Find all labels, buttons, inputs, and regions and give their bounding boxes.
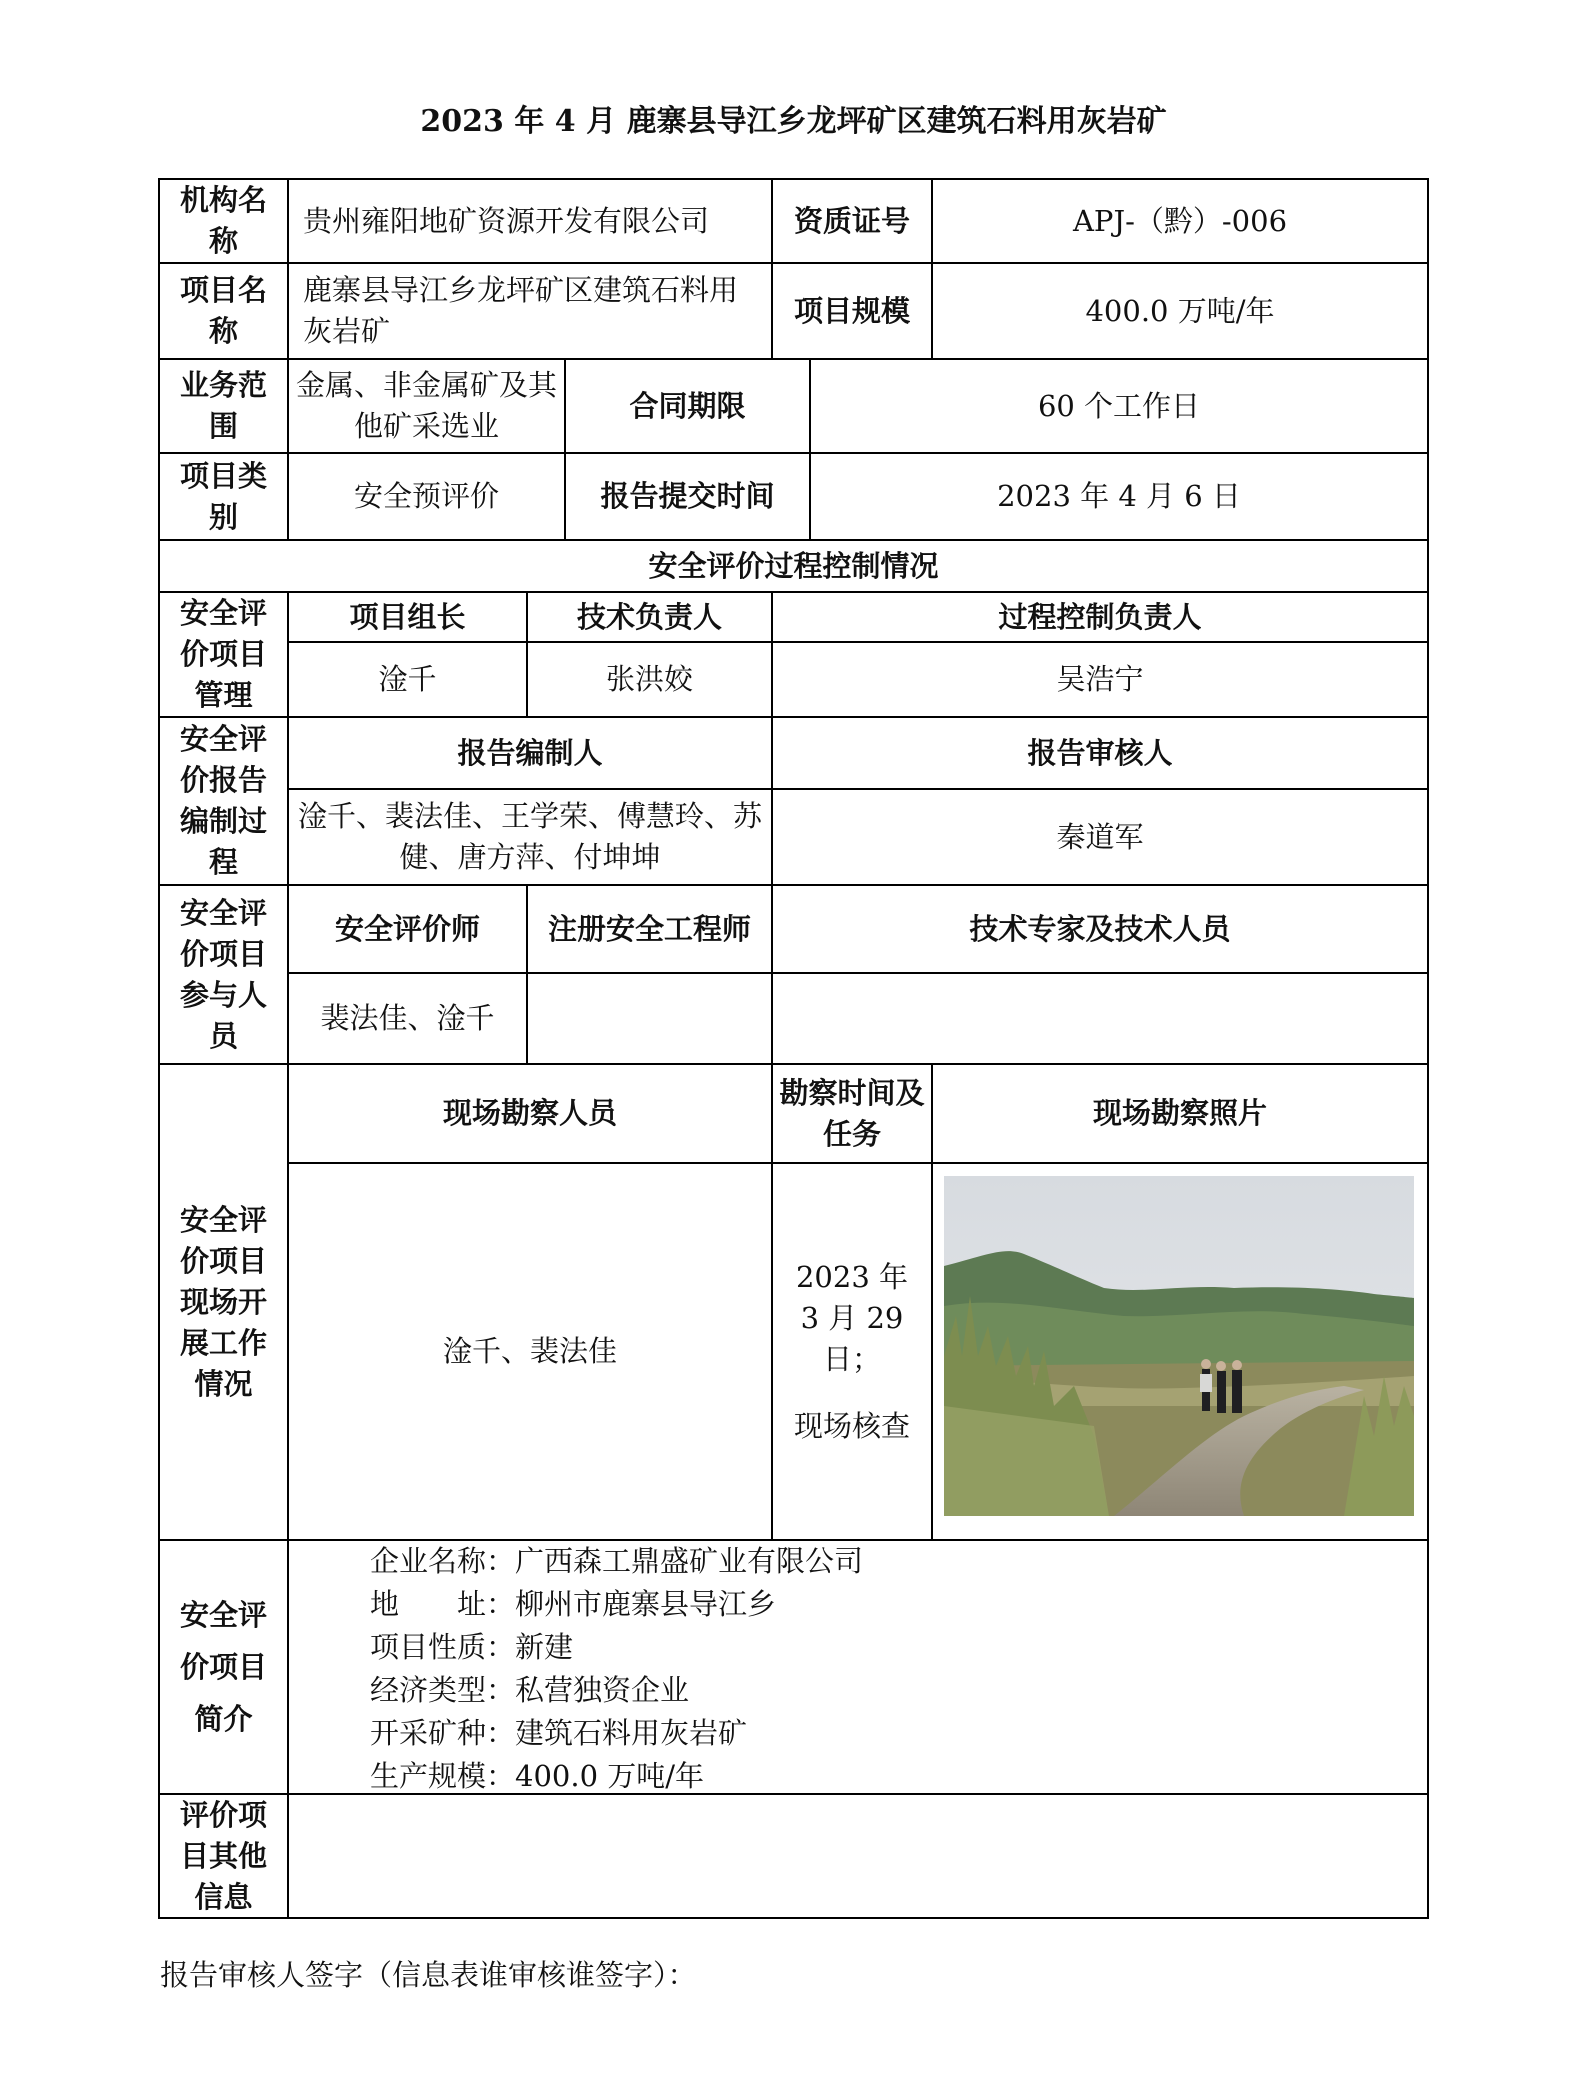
staff-value: 淦千、裴法佳 [287,1162,773,1541]
reviewer-signature-line: 报告审核人签字（信息表谁审核谁签字）： [160,1958,697,1992]
survey-label: 安全评价项目现场开展工作情况 [158,1063,289,1541]
process-heading: 安全评价过程控制情况 [158,539,1429,593]
engineer-label: 注册安全工程师 [526,884,773,974]
leader-label: 项目组长 [287,591,528,643]
org-label: 机构名称 [158,178,289,264]
intro-list [370,1540,863,1798]
engineer-value [526,972,773,1065]
participants-label: 安全评价项目参与人员 [158,884,289,1065]
staff-label: 现场勘察人员 [287,1063,773,1164]
task-value: 现场核查 [793,1408,910,1443]
project-value: 鹿寨县导江乡龙坪矿区建筑石料用灰岩矿 [287,262,773,360]
term-value: 60 个工作日 [809,358,1429,454]
term-label: 合同期限 [564,358,811,454]
category-label: 项目类别 [158,452,289,541]
time-value: 2023 年 3 月 29 日； [795,1259,909,1376]
site-survey-photo [944,1176,1414,1516]
reviewer-value: 秦道军 [771,788,1429,886]
scale-value: 400.0 万吨/年 [931,262,1429,360]
project-label: 项目名称 [158,262,289,360]
cert-label: 资质证号 [771,178,933,264]
reviewer-label: 报告审核人 [771,716,1429,790]
intro-company: 企业名称：广西森工鼎盛矿业有限公司 [370,1544,864,1578]
intro-label: 安全评价项目简介 [158,1539,289,1795]
photo-label: 现场勘察照片 [931,1063,1429,1164]
page-title: 2023 年 4 月 鹿寨县导江乡龙坪矿区建筑石料用灰岩矿 [420,104,1167,139]
intro-address: 地 址：柳州市鹿寨县导江乡 [370,1587,777,1621]
org-value: 贵州雍阳地矿资源开发有限公司 [287,178,773,264]
survey-people [1200,1359,1242,1413]
other-label: 评价项目其他信息 [158,1793,289,1919]
intro-nature: 项目性质：新建 [370,1630,574,1664]
expert-label: 技术专家及技术人员 [771,884,1429,974]
tech-value: 张洪姣 [526,641,773,718]
management-label: 安全评价项目管理 [158,591,289,718]
scope-value: 金属、非金属矿及其他矿采选业 [287,358,566,454]
report-label: 安全评价报告编制过程 [158,716,289,886]
other-value [287,1793,1429,1919]
scale-label: 项目规模 [771,262,933,360]
tech-label: 技术负责人 [526,591,773,643]
time-cell [771,1162,933,1541]
cert-value: APJ-（黔）-006 [931,178,1429,264]
evaluator-label: 安全评价师 [287,884,528,974]
submit-label: 报告提交时间 [564,452,811,541]
control-label: 过程控制负责人 [771,591,1429,643]
category-value: 安全预评价 [287,452,566,541]
leader-value: 淦千 [287,641,528,718]
intro-economy: 经济类型：私营独资企业 [370,1673,690,1707]
intro-capacity: 生产规模：400.0 万吨/年 [370,1759,705,1793]
expert-value [771,972,1429,1065]
intro-mineral: 开采矿种：建筑石料用灰岩矿 [370,1716,748,1750]
writer-value: 淦千、裴法佳、王学荣、傅慧玲、苏健、唐方萍、付坤坤 [287,788,773,886]
writer-label: 报告编制人 [287,716,773,790]
submit-value: 2023 年 4 月 6 日 [809,452,1429,541]
time-label: 勘察时间及 任务 [771,1063,933,1164]
scope-label: 业务范围 [158,358,289,454]
evaluator-value: 裴法佳、淦千 [287,972,528,1065]
control-value: 吴浩宁 [771,641,1429,718]
